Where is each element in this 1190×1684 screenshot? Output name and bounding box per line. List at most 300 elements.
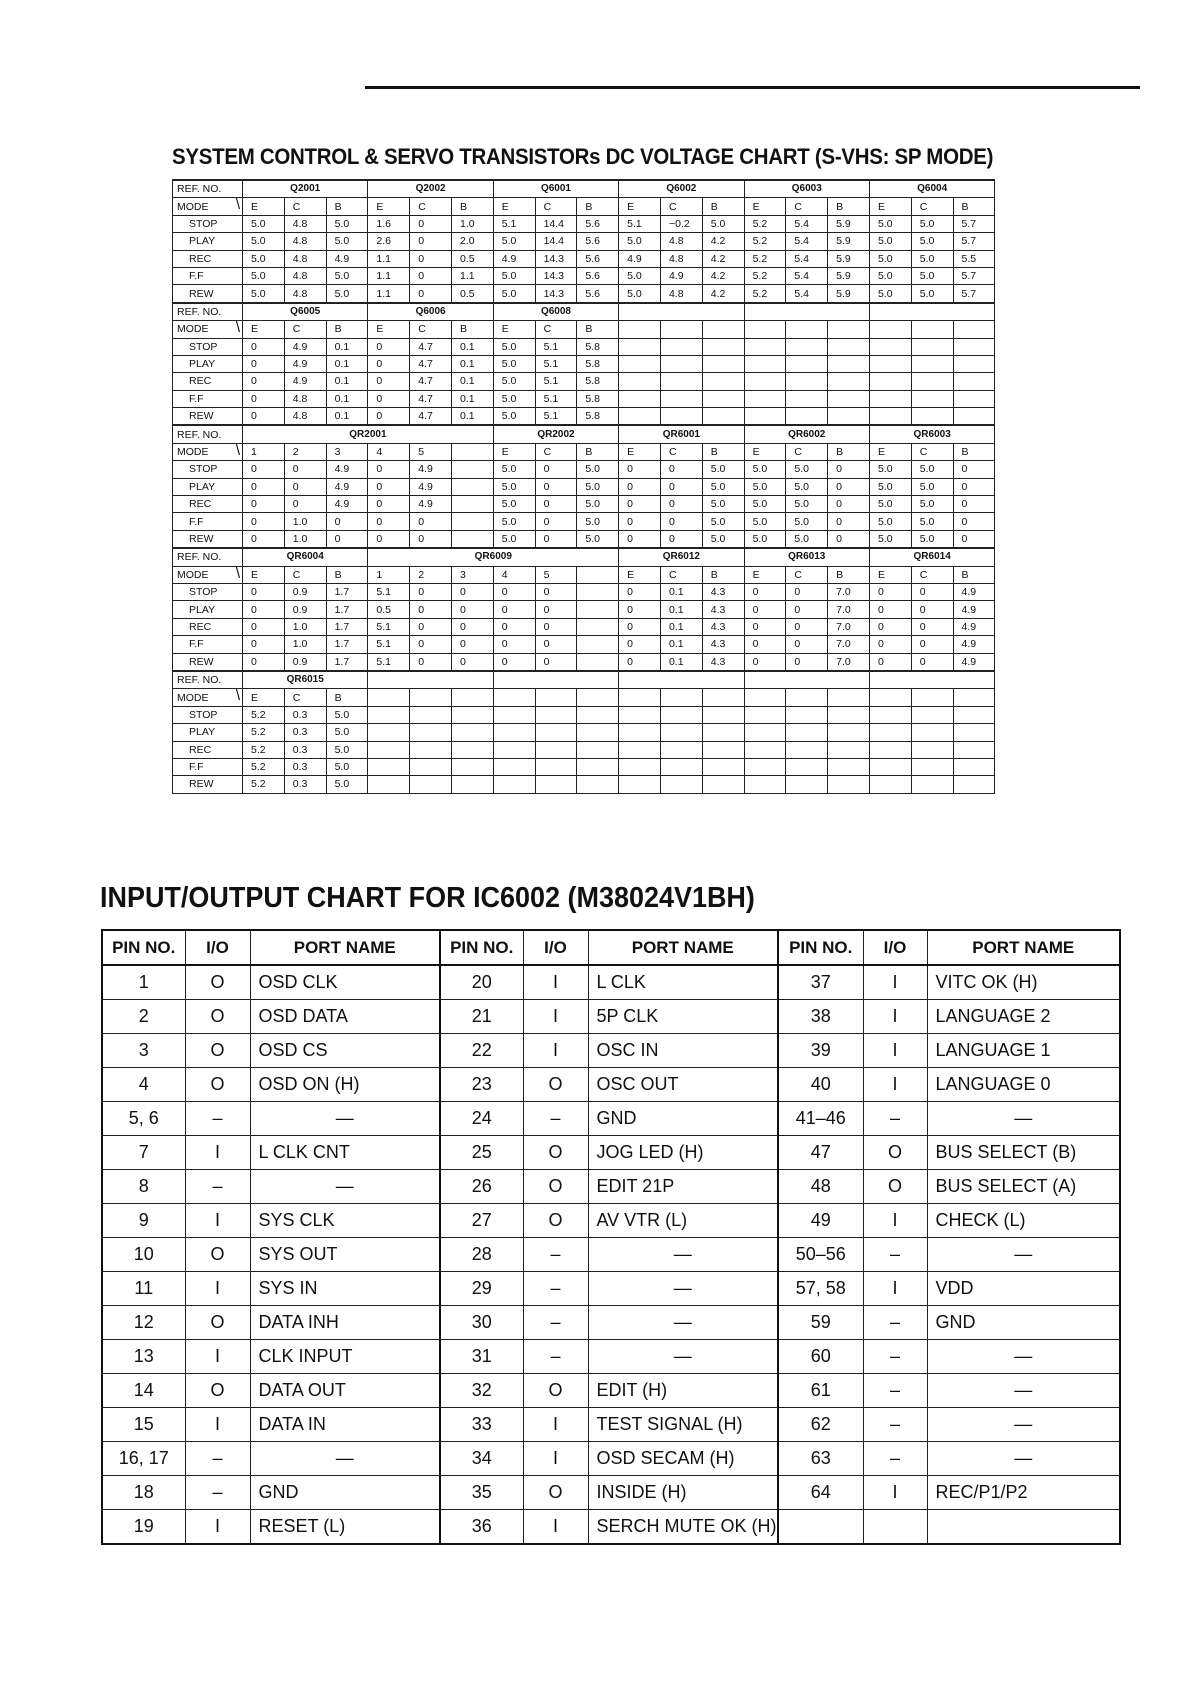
voltage-value: 5.0 [786, 461, 828, 478]
voltage-value: 0 [243, 601, 285, 618]
voltage-value: 0 [410, 285, 452, 303]
io-direction [863, 1510, 927, 1545]
voltage-value: 0 [410, 583, 452, 600]
voltage-value: 4.9 [660, 267, 702, 284]
voltage-value [953, 741, 995, 758]
voltage-value: 0 [535, 653, 577, 671]
transistor-ref: QR6003 [869, 425, 994, 443]
io-direction: I [863, 1204, 927, 1238]
voltage-value: 5.0 [744, 496, 786, 513]
voltage-value: 0 [535, 513, 577, 530]
port-name: SERCH MUTE OK (H) [588, 1510, 778, 1545]
voltage-value: 0 [744, 601, 786, 618]
voltage-value [828, 338, 870, 355]
voltage-value: 0.3 [284, 758, 326, 775]
pin-number: 49 [778, 1204, 863, 1238]
pin-header [702, 689, 744, 706]
port-name: DATA INH [250, 1306, 440, 1340]
voltage-value: 0 [368, 355, 410, 372]
voltage-value: 4.9 [326, 461, 368, 478]
io-row [102, 965, 1120, 1000]
pin-header: B [702, 198, 744, 215]
voltage-value: 5.0 [577, 513, 619, 530]
voltage-value [619, 706, 661, 723]
pin-header: B [326, 198, 368, 215]
voltage-value: 5.0 [911, 496, 953, 513]
mode-label: MODE [177, 691, 209, 704]
port-name: — [250, 1102, 440, 1136]
voltage-value [368, 741, 410, 758]
voltage-value: 0 [953, 513, 995, 530]
port-name: LANGUAGE 1 [927, 1034, 1120, 1068]
voltage-value: 0 [828, 461, 870, 478]
voltage-value: 5.0 [744, 530, 786, 548]
voltage-value: 5.0 [326, 215, 368, 232]
voltage-value: 1.0 [284, 636, 326, 653]
voltage-value [660, 338, 702, 355]
pin-header: C [911, 198, 953, 215]
pin-header: 2 [284, 443, 326, 460]
voltage-value: 5.6 [577, 285, 619, 303]
voltage-value [828, 724, 870, 741]
voltage-value [493, 758, 535, 775]
pin-header: B [828, 566, 870, 583]
pin-header: E [744, 566, 786, 583]
voltage-value: 5.0 [702, 513, 744, 530]
voltage-value [744, 776, 786, 793]
io-direction: – [863, 1340, 927, 1374]
pin-header: B [702, 566, 744, 583]
pin-number: 23 [440, 1068, 523, 1102]
voltage-value: 0 [953, 530, 995, 548]
voltage-value [451, 530, 493, 548]
port-name: OSD SECAM (H) [588, 1442, 778, 1476]
pin-number: 40 [778, 1068, 863, 1102]
voltage-value: 0 [535, 478, 577, 495]
io-row [102, 1068, 1120, 1102]
io-direction: I [863, 1068, 927, 1102]
ref-row [173, 303, 995, 321]
voltage-value: 0 [869, 618, 911, 635]
voltage-value: 0 [619, 461, 661, 478]
io-column-header: PIN NO. [102, 930, 185, 965]
voltage-value [869, 355, 911, 372]
io-direction: – [863, 1374, 927, 1408]
voltage-row [173, 741, 995, 758]
voltage-value: 0.1 [451, 373, 493, 390]
pin-header: B [577, 198, 619, 215]
port-name: GND [927, 1306, 1120, 1340]
voltage-value: 5.4 [786, 233, 828, 250]
voltage-value: 5.4 [786, 267, 828, 284]
io-chart-table [101, 929, 1121, 1545]
voltage-value: 5.0 [326, 233, 368, 250]
pin-header: 2 [410, 566, 452, 583]
pin-header: E [619, 566, 661, 583]
voltage-row [173, 233, 995, 250]
voltage-value: 0 [451, 618, 493, 635]
io-column-header: PIN NO. [778, 930, 863, 965]
voltage-value: 4.7 [410, 408, 452, 426]
voltage-value: 5.0 [493, 373, 535, 390]
io-direction: I [185, 1510, 250, 1545]
voltage-value: 7.0 [828, 653, 870, 671]
voltage-value: 0.5 [451, 250, 493, 267]
voltage-value: 5.0 [702, 215, 744, 232]
voltage-value [577, 653, 619, 671]
voltage-value: 5.0 [493, 390, 535, 407]
voltage-value: 4.9 [284, 338, 326, 355]
voltage-value: 4.3 [702, 653, 744, 671]
io-row [102, 1408, 1120, 1442]
mode-row [173, 198, 995, 215]
pin-number: 7 [102, 1136, 185, 1170]
voltage-value: 4.8 [284, 250, 326, 267]
io-column-header: PIN NO. [440, 930, 523, 965]
voltage-value [953, 408, 995, 426]
transistor-ref: Q6005 [243, 303, 368, 321]
voltage-value: 5.0 [744, 461, 786, 478]
pin-number: 48 [778, 1170, 863, 1204]
voltage-value: 5.6 [577, 267, 619, 284]
voltage-value: 5.0 [911, 233, 953, 250]
pin-number: 32 [440, 1374, 523, 1408]
voltage-value [451, 741, 493, 758]
port-name: VITC OK (H) [927, 965, 1120, 1000]
io-direction: – [523, 1306, 588, 1340]
voltage-value: 5.8 [577, 355, 619, 372]
voltage-row [173, 618, 995, 635]
voltage-value [451, 461, 493, 478]
voltage-value: 0 [243, 653, 285, 671]
voltage-value [953, 355, 995, 372]
voltage-value: 0 [284, 478, 326, 495]
voltage-value: 4.3 [702, 601, 744, 618]
voltage-value: 0 [744, 653, 786, 671]
transistor-ref: QR2002 [493, 425, 618, 443]
voltage-row [173, 530, 995, 548]
voltage-value: 5.2 [243, 724, 285, 741]
voltage-value: 0.5 [451, 285, 493, 303]
transistor-ref: QR6012 [619, 548, 744, 566]
ref-row [173, 548, 995, 566]
mode-name: REC [173, 618, 243, 635]
voltage-value [953, 338, 995, 355]
io-direction: O [185, 1068, 250, 1102]
transistor-ref: Q6006 [368, 303, 493, 321]
voltage-value: 1.0 [284, 618, 326, 635]
pin-header [828, 689, 870, 706]
io-row [102, 1340, 1120, 1374]
pin-header: 4 [368, 443, 410, 460]
voltage-row [173, 478, 995, 495]
port-name: — [927, 1238, 1120, 1272]
transistor-ref: QR6015 [243, 671, 368, 689]
io-direction: O [185, 1034, 250, 1068]
ref-label: REF. NO. [173, 303, 243, 321]
voltage-value: 5.0 [869, 513, 911, 530]
voltage-value: 5.1 [368, 618, 410, 635]
voltage-value: 0 [410, 636, 452, 653]
voltage-chart-table [172, 179, 995, 794]
voltage-value: 0.3 [284, 706, 326, 723]
pin-header [660, 689, 702, 706]
transistor-ref: QR6004 [243, 548, 368, 566]
mode-cell [173, 689, 243, 706]
voltage-value: 5.2 [744, 250, 786, 267]
voltage-value: 5.8 [577, 373, 619, 390]
voltage-value [786, 741, 828, 758]
voltage-value [702, 390, 744, 407]
io-row [102, 1442, 1120, 1476]
ref-label: REF. NO. [173, 180, 243, 198]
pin-number: 5, 6 [102, 1102, 185, 1136]
voltage-value: 4.9 [953, 636, 995, 653]
pin-header: B [577, 321, 619, 338]
voltage-value [911, 373, 953, 390]
mode-name: REW [173, 285, 243, 303]
voltage-value: 5.0 [493, 355, 535, 372]
voltage-value [744, 355, 786, 372]
voltage-value [577, 618, 619, 635]
voltage-value: 5.0 [577, 478, 619, 495]
transistor-ref [368, 671, 493, 689]
transistor-ref: QR2001 [243, 425, 494, 443]
voltage-value: 14.3 [535, 267, 577, 284]
voltage-value [869, 373, 911, 390]
port-name: EDIT (H) [588, 1374, 778, 1408]
voltage-value [744, 758, 786, 775]
voltage-row [173, 653, 995, 671]
port-name: — [588, 1272, 778, 1306]
voltage-value: 4.8 [284, 408, 326, 426]
voltage-value: 0.1 [660, 653, 702, 671]
pin-header: B [326, 566, 368, 583]
voltage-value: 0.1 [451, 408, 493, 426]
pin-header: C [911, 566, 953, 583]
pin-number: 47 [778, 1136, 863, 1170]
io-row [102, 1374, 1120, 1408]
voltage-value: 0 [619, 601, 661, 618]
voltage-value: 4.2 [702, 250, 744, 267]
voltage-value: 1.7 [326, 601, 368, 618]
voltage-value [577, 636, 619, 653]
pin-header [660, 321, 702, 338]
io-direction: I [523, 1034, 588, 1068]
voltage-value [786, 355, 828, 372]
voltage-value: 0 [786, 636, 828, 653]
voltage-value: 0 [535, 530, 577, 548]
port-name: — [927, 1102, 1120, 1136]
voltage-value: 0 [410, 233, 452, 250]
pin-number: 41–46 [778, 1102, 863, 1136]
pin-number: 61 [778, 1374, 863, 1408]
pin-number: 9 [102, 1204, 185, 1238]
port-name: CLK INPUT [250, 1340, 440, 1374]
voltage-value: 5.6 [577, 250, 619, 267]
pin-header: C [911, 443, 953, 460]
voltage-value: 5.0 [326, 724, 368, 741]
pin-header [744, 321, 786, 338]
voltage-value: 4.9 [953, 653, 995, 671]
port-name: CHECK (L) [927, 1204, 1120, 1238]
voltage-value: 5.0 [786, 530, 828, 548]
pin-header [869, 321, 911, 338]
voltage-value [869, 408, 911, 426]
voltage-value: 1.0 [284, 530, 326, 548]
pin-number: 4 [102, 1068, 185, 1102]
mode-name: F.F [173, 513, 243, 530]
voltage-value [410, 741, 452, 758]
voltage-value: 0 [451, 583, 493, 600]
voltage-value: 5.0 [869, 530, 911, 548]
voltage-value: 0 [410, 618, 452, 635]
voltage-value: 0 [869, 601, 911, 618]
port-name: — [250, 1170, 440, 1204]
voltage-value: 0 [410, 653, 452, 671]
voltage-value: 5.4 [786, 250, 828, 267]
voltage-value: 0 [368, 390, 410, 407]
voltage-value: 4.7 [410, 338, 452, 355]
pin-number: 24 [440, 1102, 523, 1136]
mode-row [173, 689, 995, 706]
io-row [102, 1476, 1120, 1510]
voltage-value [577, 601, 619, 618]
pin-header [869, 689, 911, 706]
voltage-value: 0 [911, 601, 953, 618]
pin-header: C [284, 198, 326, 215]
mode-name: REC [173, 741, 243, 758]
mode-name: REW [173, 653, 243, 671]
pin-header: E [368, 198, 410, 215]
port-name: EDIT 21P [588, 1170, 778, 1204]
voltage-value [828, 758, 870, 775]
voltage-value: 5.0 [911, 267, 953, 284]
voltage-value [660, 390, 702, 407]
pin-header: 3 [326, 443, 368, 460]
mode-name: REC [173, 496, 243, 513]
voltage-value: 0.1 [660, 618, 702, 635]
voltage-value: 0.3 [284, 741, 326, 758]
voltage-value [535, 758, 577, 775]
transistor-ref: Q6003 [744, 180, 869, 198]
voltage-value [451, 496, 493, 513]
voltage-value: 0.5 [368, 601, 410, 618]
voltage-value: 4.8 [660, 285, 702, 303]
voltage-value [535, 741, 577, 758]
io-column-header: PORT NAME [250, 930, 440, 965]
diagonal-mark: \ [235, 688, 240, 705]
io-direction: – [185, 1170, 250, 1204]
pin-number: 13 [102, 1340, 185, 1374]
voltage-value: 0 [911, 653, 953, 671]
port-name: GND [250, 1476, 440, 1510]
voltage-value [828, 741, 870, 758]
voltage-value: 5.0 [243, 250, 285, 267]
voltage-value: 7.0 [828, 583, 870, 600]
ref-label: REF. NO. [173, 548, 243, 566]
pin-header: E [619, 198, 661, 215]
pin-number: 30 [440, 1306, 523, 1340]
voltage-value: 0 [660, 478, 702, 495]
pin-header: B [451, 321, 493, 338]
mode-name: F.F [173, 390, 243, 407]
io-direction: – [185, 1102, 250, 1136]
mode-name: PLAY [173, 355, 243, 372]
voltage-value: 0.1 [660, 583, 702, 600]
voltage-value: 5.1 [368, 636, 410, 653]
io-direction: O [863, 1136, 927, 1170]
voltage-value [451, 706, 493, 723]
port-name: OSD DATA [250, 1000, 440, 1034]
voltage-value: 4.9 [410, 496, 452, 513]
io-direction: I [863, 1272, 927, 1306]
voltage-value [702, 776, 744, 793]
transistor-ref: Q2001 [243, 180, 368, 198]
pin-header: E [368, 321, 410, 338]
voltage-value [702, 408, 744, 426]
port-name: TEST SIGNAL (H) [588, 1408, 778, 1442]
voltage-value: 1.1 [368, 250, 410, 267]
transistor-ref [619, 671, 744, 689]
voltage-value [660, 741, 702, 758]
voltage-value: 5.0 [326, 758, 368, 775]
pin-number: 20 [440, 965, 523, 1000]
io-direction: O [185, 1238, 250, 1272]
voltage-value [911, 338, 953, 355]
voltage-value [869, 390, 911, 407]
voltage-value [911, 706, 953, 723]
voltage-value: 4.8 [284, 285, 326, 303]
voltage-value [451, 478, 493, 495]
voltage-value [535, 776, 577, 793]
io-direction: – [523, 1340, 588, 1374]
voltage-value: 5.1 [493, 215, 535, 232]
voltage-value: 5.2 [744, 285, 786, 303]
voltage-value: 0.1 [660, 636, 702, 653]
voltage-value: 5.1 [535, 338, 577, 355]
voltage-value: 0 [493, 583, 535, 600]
voltage-value: 5.0 [702, 461, 744, 478]
voltage-value: 0 [535, 618, 577, 635]
pin-header: B [828, 198, 870, 215]
io-direction: I [523, 1442, 588, 1476]
pin-header: B [326, 321, 368, 338]
voltage-value [702, 338, 744, 355]
pin-header: C [786, 443, 828, 460]
voltage-value: 14.3 [535, 285, 577, 303]
port-name: — [927, 1442, 1120, 1476]
voltage-value: 5.0 [619, 267, 661, 284]
voltage-value: 4.9 [953, 583, 995, 600]
voltage-value [828, 706, 870, 723]
port-name: REC/P1/P2 [927, 1476, 1120, 1510]
voltage-value: 5.0 [911, 530, 953, 548]
voltage-value: 1.7 [326, 583, 368, 600]
voltage-value [660, 706, 702, 723]
voltage-value: 0 [786, 653, 828, 671]
voltage-value: 0 [869, 653, 911, 671]
voltage-value: 5.9 [828, 250, 870, 267]
pin-header [828, 321, 870, 338]
voltage-row [173, 776, 995, 793]
voltage-value [493, 741, 535, 758]
voltage-value: 4.8 [284, 215, 326, 232]
voltage-value: 0 [619, 636, 661, 653]
io-direction: – [523, 1102, 588, 1136]
voltage-value: 0 [869, 583, 911, 600]
voltage-value: 0 [786, 583, 828, 600]
